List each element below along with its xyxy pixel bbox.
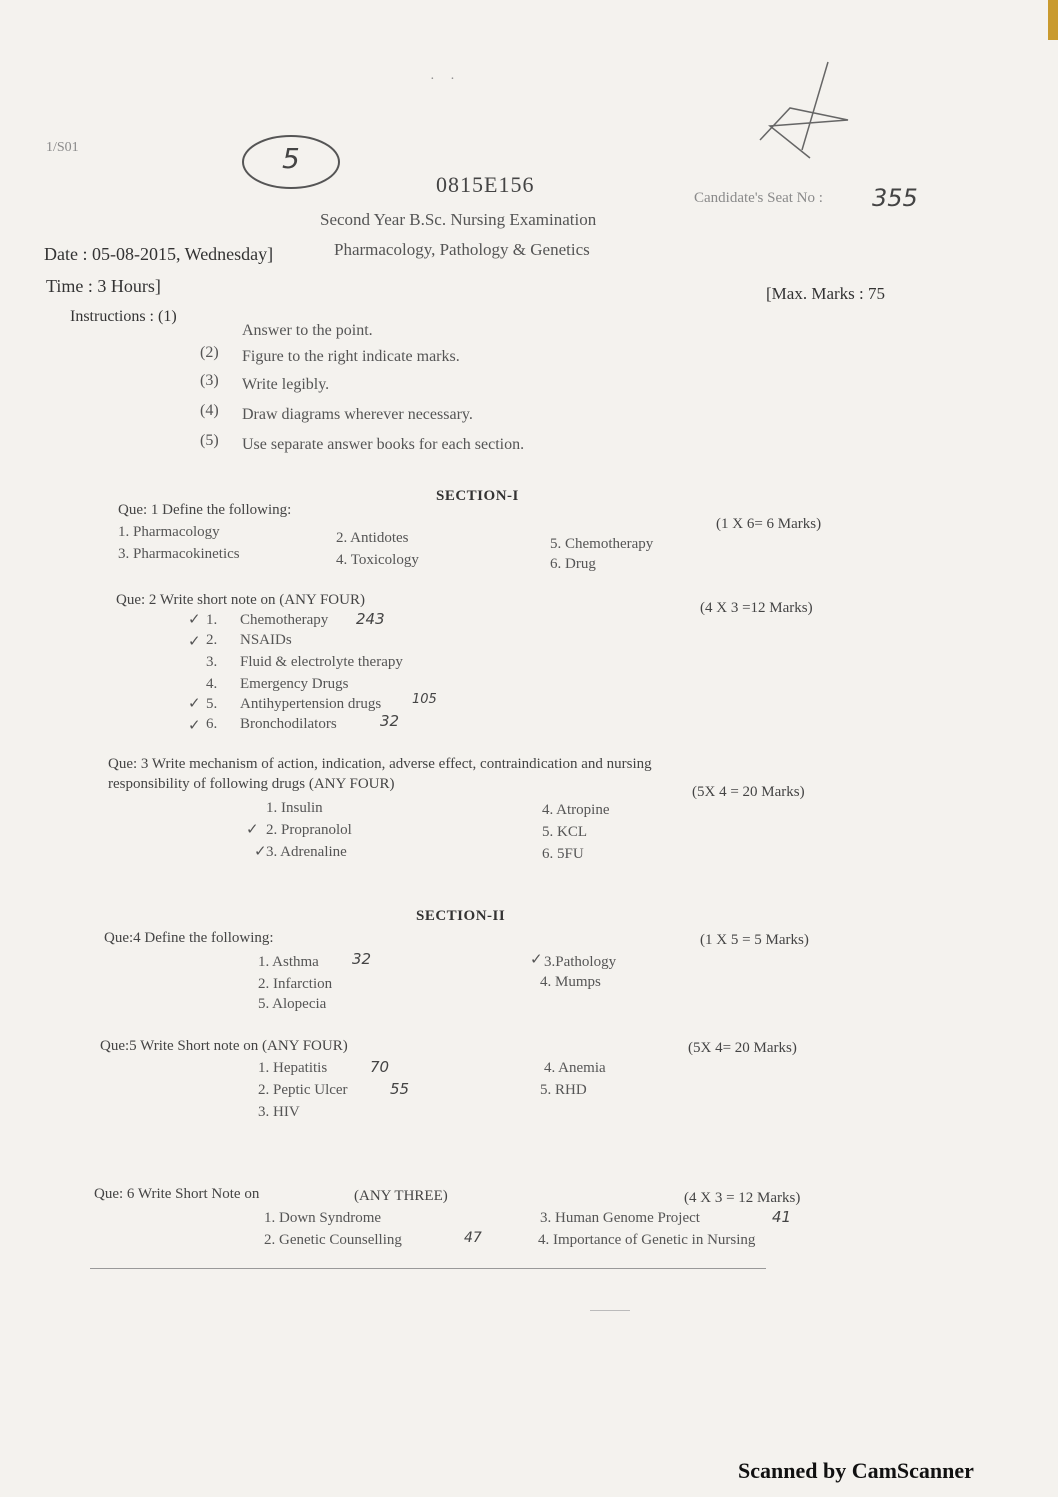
q3-item: 5. KCL [542, 824, 587, 840]
check-mark-icon: ✓ [188, 610, 201, 628]
q5-item: 2. Peptic Ulcer [258, 1082, 348, 1098]
q2-item-num: 3. [206, 654, 218, 670]
circle-mark-number: 5 [282, 142, 300, 175]
q2-item-num: 1. [206, 612, 218, 628]
check-mark-icon: ✓ [188, 716, 201, 734]
q2-item: Fluid & electrolyte therapy [240, 654, 403, 670]
q3-item: 3. Adrenaline [266, 844, 347, 860]
instruction-4: Draw diagrams wherever necessary. [242, 406, 473, 423]
q6-note: 47 [464, 1230, 482, 1246]
q6-item: 1. Down Syndrome [264, 1210, 382, 1226]
q1-item: 1. Pharmacology [118, 524, 220, 540]
q5-text: Que:5 Write Short note on (ANY FOUR) [100, 1038, 348, 1054]
q5-note: 70 [370, 1058, 390, 1076]
q6-note: 41 [772, 1208, 792, 1226]
q1-item: 2. Antidotes [336, 530, 409, 546]
divider-line [90, 1268, 766, 1269]
check-mark-icon: ✓ [254, 842, 267, 860]
q5-item: 4. Anemia [544, 1060, 606, 1076]
scanner-watermark: Scanned by CamScanner [738, 1458, 974, 1483]
instruction-3: Write legibly. [242, 376, 330, 393]
q4-text: Que:4 Define the following: [104, 930, 274, 946]
q2-item-num: 5. [206, 696, 218, 712]
section-1-title: SECTION-I [436, 488, 519, 504]
q3-item: 2. Propranolol [266, 822, 352, 838]
q2-item-note: 243 [356, 610, 385, 628]
q5-note: 55 [390, 1080, 410, 1098]
instruction-4-num: (4) [200, 402, 219, 419]
q2-item-num: 4. [206, 676, 218, 692]
subject-title: Pharmacology, Pathology & Genetics [334, 240, 590, 259]
check-mark-icon: ✓ [188, 694, 201, 712]
seat-number: 355 [872, 184, 918, 212]
q6-item: 2. Genetic Counselling [264, 1232, 402, 1248]
q4-item: 3.Pathology [544, 954, 617, 970]
divider-line [590, 1310, 630, 1311]
q2-item: Bronchodilators [240, 716, 337, 732]
q1-item: 6. Drug [550, 556, 596, 572]
q4-item: 1. Asthma [258, 954, 319, 970]
q3-item: 6. 5FU [542, 846, 584, 862]
q6-any: (ANY THREE) [354, 1188, 448, 1204]
q2-item: Antihypertension drugs [240, 696, 382, 712]
q1-item: 5. Chemotherapy [550, 536, 654, 552]
instruction-2-num: (2) [200, 344, 219, 361]
q3-marks: (5X 4 = 20 Marks) [692, 784, 805, 800]
q2-item-num: 2. [206, 632, 218, 648]
q5-item: 3. HIV [258, 1104, 300, 1120]
instruction-2: Figure to the right indicate marks. [242, 348, 460, 365]
instruction-1: Answer to the point. [242, 322, 373, 339]
q1-item: 4. Toxicology [336, 552, 419, 568]
q2-item-note: 32 [380, 712, 400, 730]
paper-code: 0815E156 [436, 172, 535, 197]
exam-time: Time : 3 Hours] [46, 276, 161, 296]
q5-marks: (5X 4= 20 Marks) [688, 1040, 797, 1056]
section-2-title: SECTION-II [416, 908, 506, 924]
q2-item: Chemotherapy [240, 612, 329, 628]
q3-line-2: responsibility of following drugs (ANY FOUR) [108, 776, 395, 792]
q6-item: 3. Human Genome Project [540, 1210, 700, 1226]
q6-text: Que: 6 Write Short Note on [94, 1186, 260, 1202]
exam-title: Second Year B.Sc. Nursing Examination [320, 210, 597, 229]
q5-item: 1. Hepatitis [258, 1060, 328, 1076]
max-marks: [Max. Marks : 75 [766, 284, 885, 303]
q3-line-1: Que: 3 Write mechanism of action, indication, adverse effect, contraindication and nursing [108, 756, 652, 772]
q2-item: Emergency Drugs [240, 676, 349, 692]
q5-item: 5. RHD [540, 1082, 587, 1098]
check-mark-icon: ✓ [188, 632, 201, 650]
page-edge-mark [1048, 0, 1058, 40]
q1-item: 3. Pharmacokinetics [118, 546, 240, 562]
instruction-5-num: (5) [200, 432, 219, 449]
q1-text: Que: 1 Define the following: [118, 502, 292, 518]
instructions-label: Instructions : (1) [70, 308, 177, 325]
seat-label: Candidate's Seat No : [694, 190, 823, 206]
q2-item-num: 6. [206, 716, 218, 732]
q4-marks: (1 X 5 = 5 Marks) [700, 932, 809, 948]
q2-marks: (4 X 3 =12 Marks) [700, 600, 813, 616]
exam-date: Date : 05-08-2015, Wednesday] [44, 244, 274, 264]
q1-marks: (1 X 6= 6 Marks) [716, 516, 822, 532]
check-mark-icon: ✓ [530, 950, 543, 968]
top-scribble: · · [430, 72, 461, 87]
q2-item-note: 105 [412, 692, 437, 707]
check-mark-icon: ✓ [246, 820, 259, 838]
q4-item: 5. Alopecia [258, 996, 327, 1012]
q4-item: 2. Infarction [258, 976, 333, 992]
q2-item: NSAIDs [240, 632, 292, 648]
q4-note: 32 [352, 950, 372, 968]
q2-text: Que: 2 Write short note on (ANY FOUR) [116, 592, 365, 608]
q6-marks: (4 X 3 = 12 Marks) [684, 1190, 801, 1206]
q4-item: 4. Mumps [540, 974, 601, 990]
q3-item: 1. Insulin [266, 800, 323, 816]
q3-item: 4. Atropine [542, 802, 610, 818]
star-scribble-icon [750, 60, 860, 170]
instruction-3-num: (3) [200, 372, 219, 389]
stamp-code: 1/S01 [46, 140, 79, 155]
q6-item: 4. Importance of Genetic in Nursing [538, 1232, 756, 1248]
instruction-5: Use separate answer books for each section. [242, 436, 525, 453]
